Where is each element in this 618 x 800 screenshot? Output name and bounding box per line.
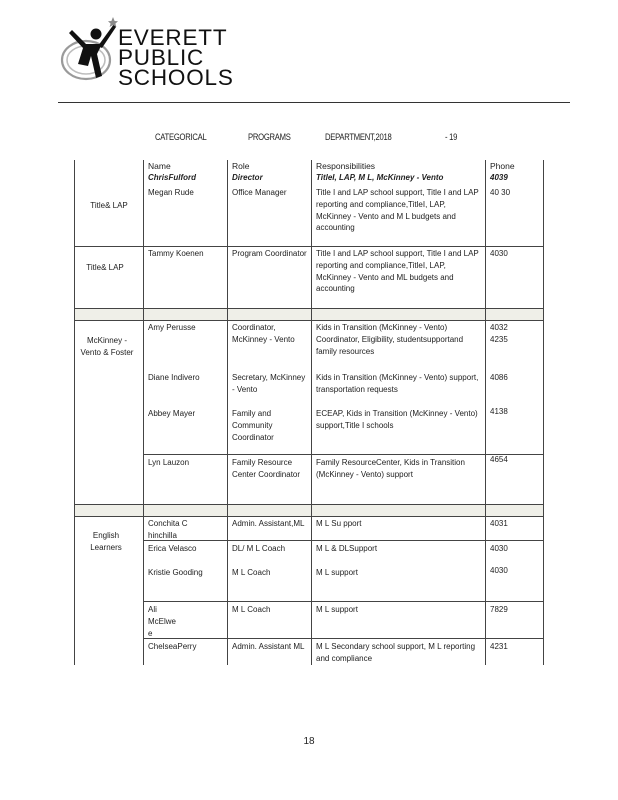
row-divider	[143, 601, 544, 602]
column-header-role: Role	[232, 161, 250, 171]
staff-responsibilities: M L Su pport	[316, 519, 362, 528]
director-name: ChrisFulford	[148, 173, 196, 182]
staff-responsibilities: M L support	[316, 605, 358, 614]
title-part-3: DEPARTMENT,2018	[325, 132, 392, 142]
staff-role: Admin. Assistant ML	[232, 642, 305, 651]
logo-line-1: EVERETT	[118, 25, 228, 50]
staff-phone: 4030	[490, 544, 508, 553]
staff-name: Tammy Koenen	[148, 249, 204, 258]
staff-name: Diane Indivero	[148, 373, 200, 382]
staff-role: M L Coach	[232, 568, 271, 577]
staff-name: Megan Rude	[148, 188, 194, 197]
staff-name: Ali McElwe e	[148, 605, 179, 638]
staff-name: Kristie Gooding	[148, 568, 203, 577]
section-separator	[74, 504, 544, 516]
director-responsibilities: TitleI, LAP, M L, McKinney - Vento	[316, 173, 444, 182]
column-divider	[227, 160, 228, 665]
category-label: McKinney - Vento & Foster	[80, 336, 134, 357]
staff-phone: 40 30	[490, 188, 511, 197]
staff-responsibilities: Kids in Transition (McKinney - Vento) Coordinator, Eligibility, studentsupportand family resources	[316, 323, 466, 356]
logo-figure-icon	[58, 16, 118, 86]
row-divider	[74, 246, 544, 247]
logo	[58, 14, 234, 90]
staff-phone: 7829	[490, 605, 508, 614]
staff-role: Coordinator, McKinney - Vento	[232, 323, 295, 344]
row-divider	[74, 308, 544, 309]
title-part-1: CATEGORICAL	[155, 132, 207, 142]
staff-name: Erica Velasco	[148, 544, 197, 553]
staff-role: DL/ M L Coach	[232, 544, 286, 553]
table-border-right	[543, 160, 544, 665]
director-role: Director	[232, 173, 263, 182]
category-label: Title& LAP	[90, 201, 128, 210]
staff-role: Secretary, McKinney - Vento	[232, 373, 308, 394]
staff-role: Program Coordinator	[232, 249, 307, 258]
column-header-name: Name	[148, 161, 171, 171]
staff-role: Family and Community Coordinator	[232, 409, 275, 442]
title-part-2: PROGRAMS	[248, 132, 291, 142]
section-separator	[74, 308, 544, 320]
header-rule	[58, 102, 570, 103]
row-divider	[74, 320, 544, 321]
staff-phone: 4231	[490, 642, 508, 651]
row-divider	[74, 504, 544, 505]
logo-line-3: SCHOOLS	[118, 65, 234, 90]
staff-name: Amy Perusse	[148, 323, 196, 332]
staff-name: ChelseaPerry	[148, 642, 197, 651]
staff-phone: 4030	[490, 566, 508, 575]
staff-phone: 4138	[490, 407, 508, 416]
staff-responsibilities: Kids in Transition (McKinney - Vento) support, transportation requests	[316, 373, 481, 394]
column-divider	[143, 160, 144, 665]
row-divider	[143, 454, 544, 455]
director-phone: 4039	[490, 173, 508, 182]
table-border-left	[74, 160, 75, 665]
column-divider	[485, 160, 486, 665]
staff-role: Family Resource Center Coordinator	[232, 458, 301, 479]
column-divider	[311, 160, 312, 665]
page-number: 18	[303, 736, 315, 747]
column-header-responsibilities: Responsibilities	[316, 161, 376, 171]
staff-responsibilities: Family ResourceCenter, Kids in Transition (McKinney - Vento) support	[316, 458, 468, 479]
column-header-phone: Phone	[490, 161, 515, 171]
staff-responsibilities: M L Secondary school support, M L reporting and compliance	[316, 642, 478, 663]
staff-responsibilities: M L support	[316, 568, 358, 577]
staff-role: Office Manager	[232, 188, 287, 197]
staff-phone: 4654	[490, 455, 508, 464]
staff-responsibilities: Title I and LAP school support, Title I and LAP reporting and compliance,TitleI, LAP, McKinney - Vento and M L budgets and accounting	[316, 188, 481, 233]
staff-role: M L Coach	[232, 605, 271, 614]
staff-responsibilities: M L & DLSupport	[316, 544, 378, 553]
row-divider	[74, 516, 544, 517]
row-divider	[143, 638, 544, 639]
staff-responsibilities: ECEAP, Kids in Transition (McKinney - Vento) support,Title I schools	[316, 409, 480, 430]
staff-name: Lyn Lauzon	[148, 458, 190, 467]
title-part-4: - 19	[445, 132, 458, 142]
staff-role: Admin. Assistant,ML	[232, 519, 305, 528]
category-label: Title& LAP	[86, 263, 124, 272]
staff-responsibilities: Title I and LAP school support, Title I and LAP reporting and compliance,TitleI, LAP, McKinney - Vento and ML budgets and accounting	[316, 249, 481, 294]
staff-phone: 4086	[490, 373, 508, 382]
logo-line-2: PUBLIC	[118, 45, 205, 70]
staff-name: Abbey Mayer	[148, 409, 196, 418]
category-label: English Learners	[90, 531, 122, 552]
staff-phone: 4031	[490, 519, 508, 528]
staff-name: Conchita C hinchilla	[148, 519, 190, 540]
staff-phone: 4030	[490, 249, 508, 258]
staff-phone: 4032 4235	[490, 323, 511, 344]
